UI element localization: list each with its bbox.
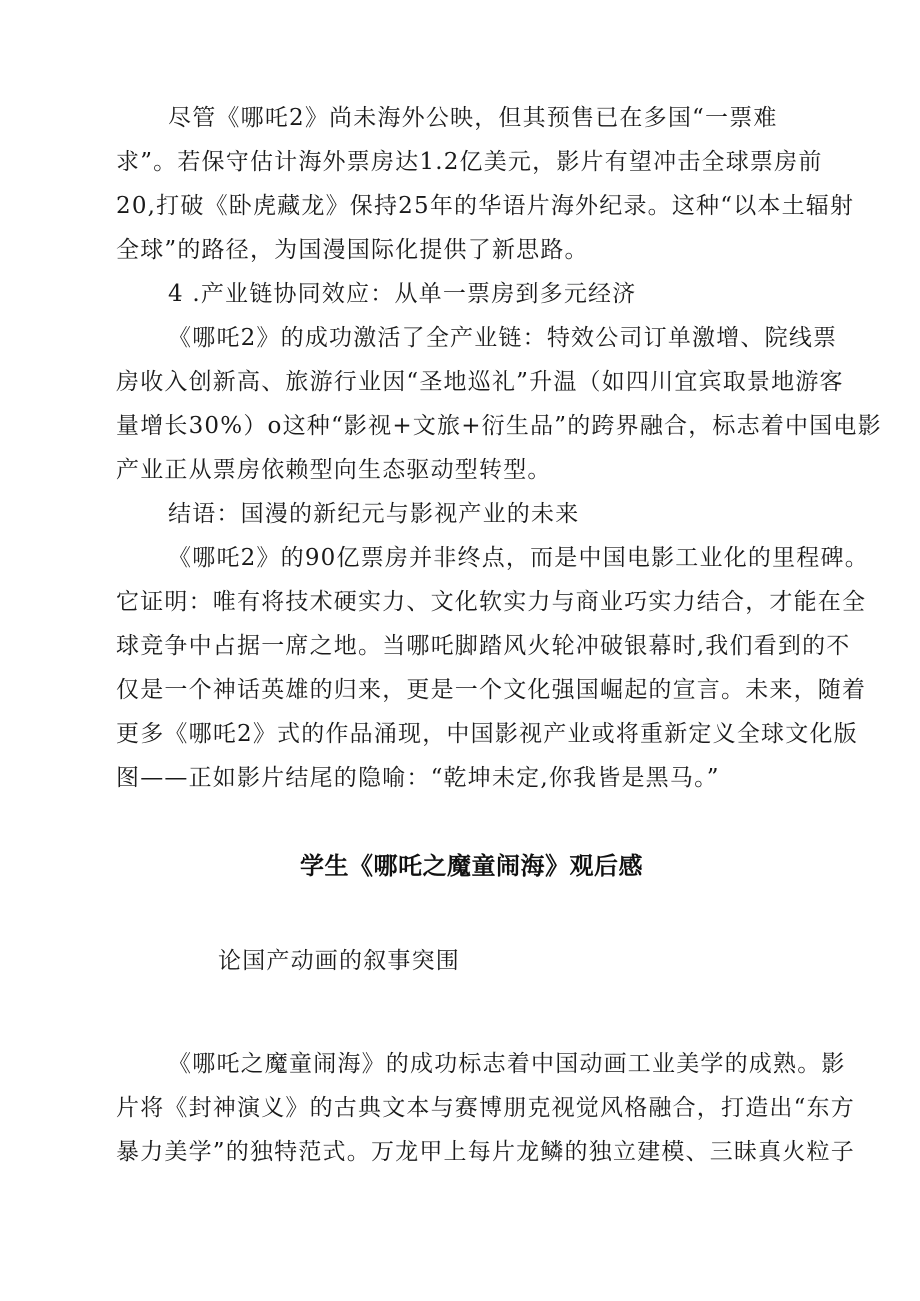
paragraph-line: 全球”的路径，为国漫国际化提供了新思路。 (116, 237, 589, 263)
paragraph-line: 暴力美学”的独特范式。万龙甲上每片龙鳞的独立建模、三昧真火粒子 (116, 1139, 855, 1165)
document-title: 学生《哪吒之魔童闹海》观后感 (300, 852, 643, 880)
document-subtitle: 论国产动画的叙事突围 (218, 948, 460, 974)
paragraph-line: 仅是一个神话英雄的归来，更是一个文化强国崛起的宣言。未来，随着 (116, 677, 867, 703)
paragraph-line: 产业正从票房依赖型向生态驱动型转型。 (116, 457, 552, 483)
paragraph-line: 片将《封神演义》的古典文本与赛博朋克视觉风格融合，打造出“东方 (116, 1095, 855, 1121)
paragraph-line: 它证明：唯有将技术硬实力、文化软实力与商业巧实力结合，才能在全 (116, 589, 867, 615)
paragraph-line: 更多《哪吒2》式的作品涌现，中国影视产业或将重新定义全球文化版 (116, 721, 858, 747)
paragraph-line: 尽管《哪吒2》尚未海外公映，但其预售已在多国“一票难 (168, 105, 778, 131)
paragraph-line: 《哪吒之魔童闹海》的成功标志着中国动画工业美学的成熟。影 (168, 1051, 846, 1077)
paragraph-line: 《哪吒2》的成功激活了全产业链：特效公司订单激增、院线票 (168, 325, 838, 351)
paragraph-line: 房收入创新高、旅游行业因“圣地巡礼”升温（如四川宜宾取景地游客 (116, 369, 844, 395)
paragraph-line: 《哪吒2》的90亿票房并非终点，而是中国电影工业化的里程碑。 (168, 545, 869, 571)
paragraph-line: 球竞争中占据一席之地。当哪吒脚踏风火轮冲破银幕时,我们看到的不 (116, 633, 851, 659)
paragraph-line: 图——正如影片结尾的隐喻：“乾坤未定,你我皆是黑马。” (116, 765, 720, 791)
section-heading: 结语：国漫的新纪元与影视产业的未来 (168, 501, 580, 527)
section-heading: 4 .产业链协同效应：从单一票房到多元经济 (168, 281, 637, 307)
paragraph-line: 求”。若保守估计海外票房达1.2亿美元，影片有望冲击全球票房前 (116, 149, 823, 175)
paragraph-line: 20,打破《卧虎藏龙》保持25年的华语片海外纪录。这种“以本土辐射 (116, 193, 855, 219)
paragraph-line: 量增长30%）o这种“影视+文旅+衍生品”的跨界融合，标志着中国电影 (116, 413, 882, 439)
